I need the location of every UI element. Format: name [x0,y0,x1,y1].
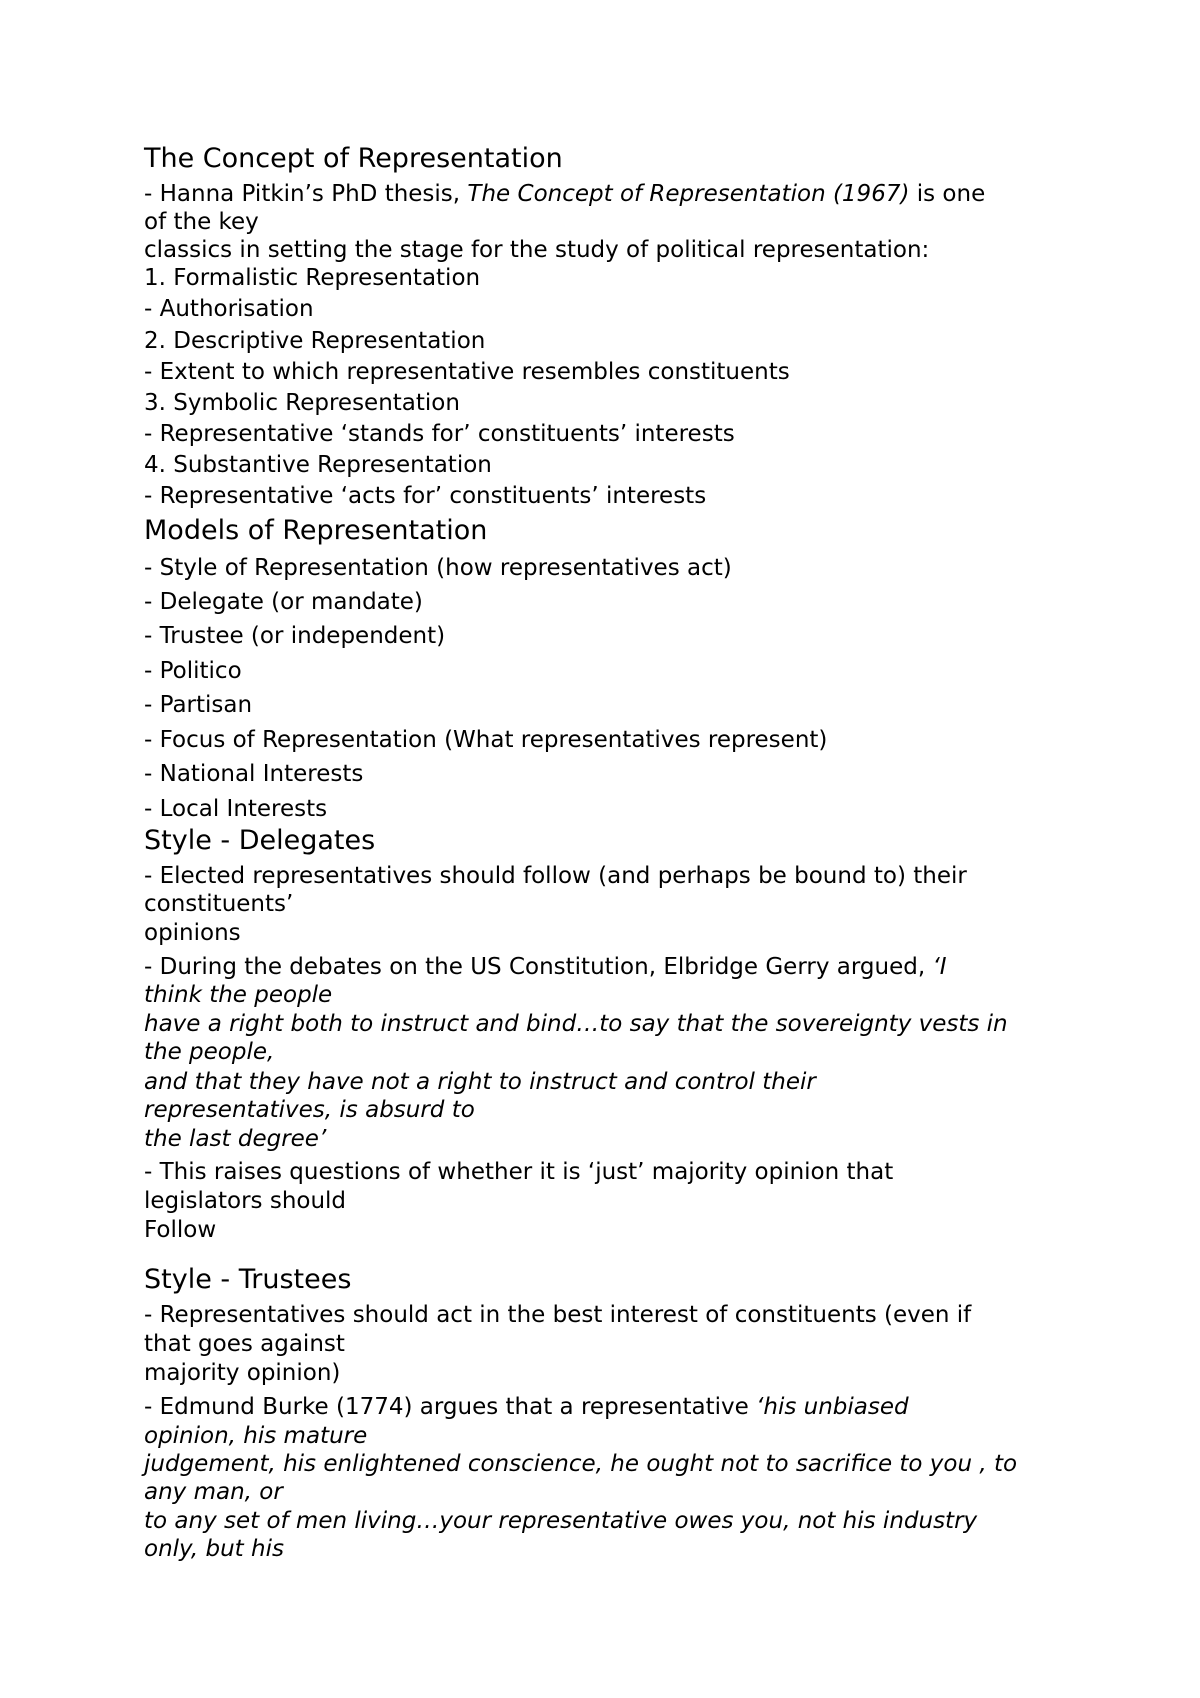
list-item: - Focus of Representation (What representatives represent) [144,727,828,753]
section-heading: Style - Delegates [144,825,376,856]
quote-line: have a right both to instruct and bind…to say that the sovereignty vests in [144,1011,1008,1037]
quote-text: ‘his unbiased [756,1394,909,1420]
section-heading: The Concept of Representation [144,143,563,174]
text-line: majority opinion) [144,1360,341,1386]
text-line: constituents’ [144,891,294,917]
text-line: that goes against [144,1331,345,1357]
text-line: legislators should [144,1188,347,1214]
section-heading: Style - Trustees [144,1264,352,1295]
list-item: 4. Substantive Representation [144,452,492,478]
list-item: - Delegate (or mandate) [144,589,423,615]
text-line: of the key [144,209,259,235]
quote-line: judgement, his enlightened conscience, he ought not to sacrifice to you , to [144,1451,1018,1477]
list-item: 1. Formalistic Representation [144,265,481,291]
list-item: - Local Interests [144,796,328,822]
quote-text: ‘I [932,954,947,980]
list-item: - Partisan [144,692,253,718]
list-item: - Style of Representation (how representatives act) [144,555,732,581]
quote-line: think the people [144,982,333,1008]
quote-line: only, but his [144,1536,284,1562]
quote-line: the last degree’ [144,1126,327,1152]
list-item: - Authorisation [144,296,314,322]
quote-line: representatives, is absurd to [144,1097,475,1123]
list-item: - Representative ‘acts for’ constituents’ interests [144,483,707,509]
section-heading: Models of Representation [144,515,488,546]
text-line: classics in setting the stage for the study of political representation: [144,237,930,263]
text-line: - This raises questions of whether it is ‘just’ majority opinion that [144,1159,894,1185]
list-item: - National Interests [144,761,364,787]
list-item: - Extent to which representative resembles constituents [144,359,790,385]
text-span: is one [909,181,986,207]
quote-line: any man, or [144,1479,283,1505]
list-item: 2. Descriptive Representation [144,328,486,354]
list-item: - Politico [144,658,242,684]
text-line [144,953,947,981]
text-span: - During the debates on the US Constitution, Elbridge Gerry argued, [144,954,933,980]
book-title: The Concept of Representation (1967) [467,181,910,207]
list-item: 3. Symbolic Representation [144,390,460,416]
text-line [144,1393,909,1421]
list-item: - Representative ‘stands for’ constituents’ interests [144,421,735,447]
text-line: - Elected representatives should follow (and perhaps be bound to) their [144,863,967,889]
text-span: - Edmund Burke (1774) argues that a representative [144,1394,757,1420]
list-item: - Trustee (or independent) [144,623,446,649]
text-line: Follow [144,1217,217,1243]
quote-line: opinion, his mature [144,1423,368,1449]
quote-line: to any set of men living…your representative owes you, not his industry [144,1508,978,1534]
text-span: - Hanna Pitkin’s PhD thesis, [144,181,468,207]
quote-line: and that they have not a right to instruct and control their [144,1069,816,1095]
text-line [144,180,985,208]
quote-line: the people, [144,1039,275,1065]
text-line: opinions [144,920,241,946]
text-line: - Representatives should act in the best interest of constituents (even if [144,1302,972,1328]
